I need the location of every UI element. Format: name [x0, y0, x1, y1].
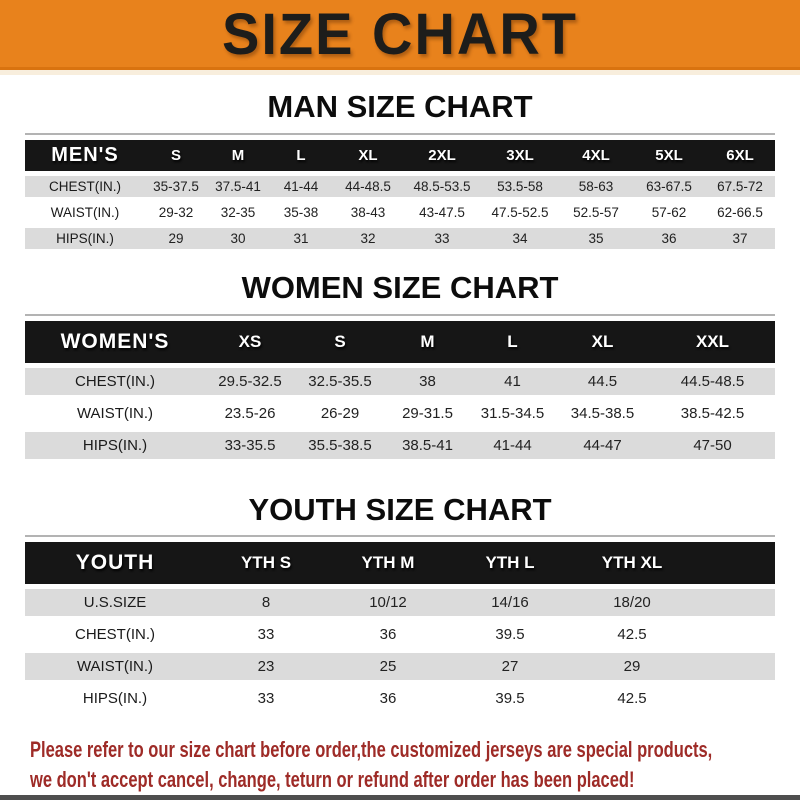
size-column-header: 3XL — [481, 140, 559, 171]
mens-size-table — [25, 133, 775, 254]
spacer-cell — [693, 685, 775, 712]
size-value-cell: 48.5-53.5 — [403, 176, 481, 197]
mens-section-heading: MAN SIZE CHART — [267, 89, 533, 124]
size-value-cell: 14/16 — [449, 589, 571, 616]
table-corner-label: MEN'S — [25, 140, 145, 171]
size-value-cell: 35 — [559, 228, 633, 249]
size-value-cell: 29 — [571, 653, 693, 680]
womens-section-heading: WOMEN SIZE CHART — [241, 270, 559, 306]
womens-size-table — [25, 314, 775, 464]
measure-row — [25, 176, 775, 197]
size-value-cell: 38.5-41 — [385, 432, 470, 459]
size-value-cell: 62-66.5 — [705, 202, 775, 223]
banner — [0, 0, 800, 70]
size-column-header: M — [385, 321, 470, 363]
size-column-header: 4XL — [559, 140, 633, 171]
size-value-cell: 33-35.5 — [205, 432, 295, 459]
size-value-cell: 42.5 — [571, 685, 693, 712]
size-value-cell: 57-62 — [633, 202, 705, 223]
mens-section — [0, 90, 800, 254]
size-value-cell: 26-29 — [295, 400, 385, 427]
youth-table-body — [25, 589, 775, 712]
mens-table-header — [25, 140, 775, 171]
bottom-edge-strip — [0, 795, 800, 800]
mens-table-body — [25, 176, 775, 249]
size-column-header: XXL — [650, 321, 775, 363]
measure-row — [25, 621, 775, 648]
row-label: WAIST(IN.) — [25, 400, 205, 427]
disclaimer-note — [30, 735, 800, 795]
size-value-cell: 34.5-38.5 — [555, 400, 650, 427]
size-column-header: XL — [555, 321, 650, 363]
size-value-cell: 30 — [207, 228, 269, 249]
row-label: U.S.SIZE — [25, 589, 205, 616]
size-value-cell: 53.5-58 — [481, 176, 559, 197]
size-value-cell: 41-44 — [470, 432, 555, 459]
size-value-cell: 41 — [470, 368, 555, 395]
size-value-cell: 25 — [327, 653, 449, 680]
row-label: CHEST(IN.) — [25, 368, 205, 395]
womens-table-body — [25, 368, 775, 459]
size-value-cell: 36 — [327, 621, 449, 648]
size-value-cell: 31 — [269, 228, 333, 249]
banner-bottom-edge — [0, 70, 800, 75]
size-value-cell: 47-50 — [650, 432, 775, 459]
table-corner-label: YOUTH — [25, 542, 205, 584]
size-value-cell: 42.5 — [571, 621, 693, 648]
size-value-cell: 32-35 — [207, 202, 269, 223]
header-row — [25, 321, 775, 363]
size-value-cell: 35-37.5 — [145, 176, 207, 197]
size-value-cell: 44.5-48.5 — [650, 368, 775, 395]
size-value-cell: 44-48.5 — [333, 176, 403, 197]
row-label: CHEST(IN.) — [25, 176, 145, 197]
spacer-cell — [693, 653, 775, 680]
row-label: WAIST(IN.) — [25, 202, 145, 223]
size-value-cell: 23 — [205, 653, 327, 680]
size-value-cell: 37 — [705, 228, 775, 249]
size-column-header: L — [470, 321, 555, 363]
size-value-cell: 35.5-38.5 — [295, 432, 385, 459]
size-value-cell: 18/20 — [571, 589, 693, 616]
size-value-cell: 34 — [481, 228, 559, 249]
size-value-cell: 63-67.5 — [633, 176, 705, 197]
size-value-cell: 44.5 — [555, 368, 650, 395]
size-column-header: S — [295, 321, 385, 363]
size-value-cell: 33 — [403, 228, 481, 249]
size-value-cell: 31.5-34.5 — [470, 400, 555, 427]
womens-table-header — [25, 321, 775, 363]
youth-table-header — [25, 542, 775, 584]
size-value-cell: 39.5 — [449, 685, 571, 712]
size-column-header: YTH S — [205, 542, 327, 584]
size-value-cell: 33 — [205, 685, 327, 712]
spacer-cell — [693, 589, 775, 616]
size-value-cell: 67.5-72 — [705, 176, 775, 197]
size-value-cell: 10/12 — [327, 589, 449, 616]
size-value-cell: 29-31.5 — [385, 400, 470, 427]
size-value-cell: 29-32 — [145, 202, 207, 223]
row-label: HIPS(IN.) — [25, 685, 205, 712]
size-column-header: M — [207, 140, 269, 171]
size-value-cell: 44-47 — [555, 432, 650, 459]
measure-row — [25, 589, 775, 616]
youth-size-table — [25, 535, 775, 717]
size-column-header: XL — [333, 140, 403, 171]
size-value-cell: 39.5 — [449, 621, 571, 648]
table-corner-label: WOMEN'S — [25, 321, 205, 363]
size-value-cell: 33 — [205, 621, 327, 648]
youth-section — [0, 493, 800, 717]
size-column-header: S — [145, 140, 207, 171]
size-value-cell: 36 — [633, 228, 705, 249]
row-label: HIPS(IN.) — [25, 228, 145, 249]
size-value-cell: 38 — [385, 368, 470, 395]
measure-row — [25, 685, 775, 712]
size-value-cell: 23.5-26 — [205, 400, 295, 427]
disclaimer-line-1: Please refer to our size chart before order,the customized jerseys are special products, — [30, 737, 713, 763]
spacer-cell — [693, 542, 775, 584]
row-label: HIPS(IN.) — [25, 432, 205, 459]
size-value-cell: 29 — [145, 228, 207, 249]
size-value-cell: 43-47.5 — [403, 202, 481, 223]
size-column-header: YTH M — [327, 542, 449, 584]
size-value-cell: 38.5-42.5 — [650, 400, 775, 427]
size-column-header: L — [269, 140, 333, 171]
header-row — [25, 542, 775, 584]
row-label: CHEST(IN.) — [25, 621, 205, 648]
size-value-cell: 37.5-41 — [207, 176, 269, 197]
youth-section-heading: YOUTH SIZE CHART — [248, 492, 552, 528]
size-column-header: XS — [205, 321, 295, 363]
disclaimer-line-2: we don't accept cancel, change, teturn or refund after order has been placed! — [30, 767, 635, 793]
size-value-cell: 41-44 — [269, 176, 333, 197]
size-value-cell: 8 — [205, 589, 327, 616]
size-column-header: YTH L — [449, 542, 571, 584]
size-value-cell: 32 — [333, 228, 403, 249]
size-value-cell: 29.5-32.5 — [205, 368, 295, 395]
size-value-cell: 35-38 — [269, 202, 333, 223]
measure-row — [25, 432, 775, 459]
measure-row — [25, 653, 775, 680]
size-column-header: 6XL — [705, 140, 775, 171]
size-value-cell: 36 — [327, 685, 449, 712]
size-column-header: 2XL — [403, 140, 481, 171]
size-value-cell: 27 — [449, 653, 571, 680]
size-value-cell: 32.5-35.5 — [295, 368, 385, 395]
size-column-header: 5XL — [633, 140, 705, 171]
banner-title: SIZE CHART — [222, 0, 578, 66]
size-value-cell: 38-43 — [333, 202, 403, 223]
measure-row — [25, 202, 775, 223]
row-label: WAIST(IN.) — [25, 653, 205, 680]
measure-row — [25, 400, 775, 427]
size-value-cell: 47.5-52.5 — [481, 202, 559, 223]
measure-row — [25, 228, 775, 249]
header-row — [25, 140, 775, 171]
spacer-cell — [693, 621, 775, 648]
size-column-header: YTH XL — [571, 542, 693, 584]
womens-section — [0, 271, 800, 464]
size-value-cell: 58-63 — [559, 176, 633, 197]
measure-row — [25, 368, 775, 395]
size-value-cell: 52.5-57 — [559, 202, 633, 223]
